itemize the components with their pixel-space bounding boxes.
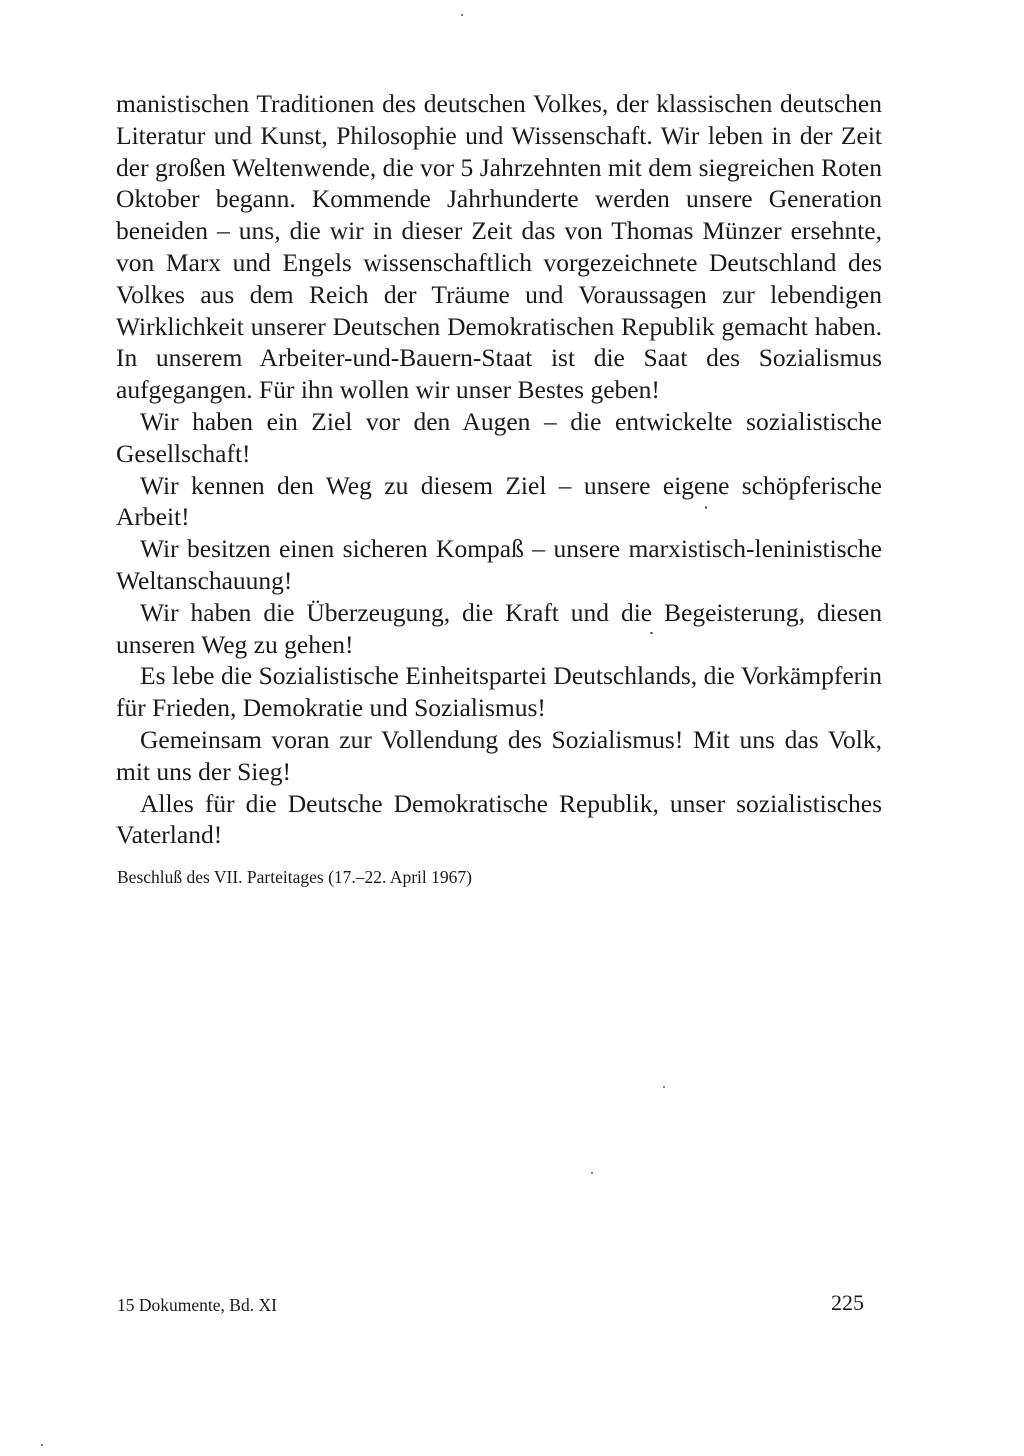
scan-speck: [461, 14, 463, 16]
scan-speck: [705, 506, 707, 509]
scan-speck: [591, 1172, 593, 1174]
scan-speck: [41, 1444, 43, 1446]
page-number: 225: [831, 1290, 864, 1315]
paragraph-sed: Es lebe die Sozialistische Einheitspartei Deutschlands, die Vorkämpferin für Frieden, Demokratie und Sozialismus!: [116, 661, 882, 723]
paragraph-fatherland: Alles für die Deutsche Demokratische Republik, unser sozialistisches Vaterland!: [116, 788, 882, 850]
scan-speck: [663, 1086, 665, 1088]
page-body: [116, 88, 882, 851]
source-note: Beschluß des VII. Parteitages (17.–22. April 1967): [117, 867, 472, 887]
footer-signature: 15 Dokumente, Bd. XI: [117, 1295, 277, 1315]
paragraph-together: Gemeinsam voran zur Vollendung des Sozialismus! Mit uns das Volk, mit uns der Sieg!: [116, 724, 882, 786]
main-text: [116, 88, 882, 851]
paragraph-goal: Wir haben ein Ziel vor den Augen – die entwickelte sozialistische Gesellschaft!: [116, 406, 882, 468]
paragraph-conviction: Wir haben die Überzeugung, die Kraft und die Begeisterung, diesen unseren Weg zu gehen!: [116, 597, 882, 659]
paragraph-continuation: manistischen Traditionen des deutschen Volkes, der klassischen deutschen Literatur und Kunst, Philosophie und Wissenschaft. Wir leben in der Zeit der großen Weltenwende, die vor 5 Jahrzehnten mit dem siegreichen Roten Oktober begann. Kommende Jahrhunderte werden unsere Generation beneiden – uns, die wir in dieser Zeit das von Thomas Münzer ersehnte, von Marx und Engels wissenschaftlich vorgezeichnete Deutschland des Volkes aus dem Reich der Träume und Voraussagen zur lebendigen Wirklichkeit unserer Deutschen Demokratischen Republik gemacht haben. In unserem Arbeiter-und-Bauern-Staat ist die Saat des Sozialismus aufgegangen. Für ihn wollen wir unser Bestes geben!: [116, 89, 882, 405]
paragraph-way: Wir kennen den Weg zu diesem Ziel – unsere eigene schöpferische Arbeit!: [116, 470, 882, 532]
scan-speck: [650, 632, 653, 634]
paragraph-compass: Wir besitzen einen sicheren Kompaß – unsere marxistisch-leninistische Weltanschauung!: [116, 534, 882, 595]
